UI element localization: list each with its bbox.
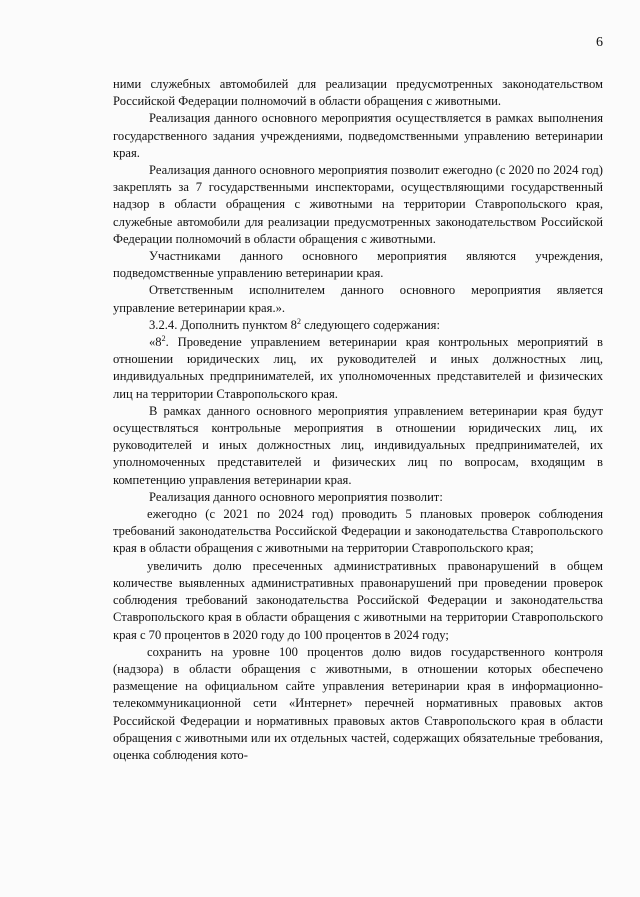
paragraph: Реализация данного основного мероприятия позволит:	[149, 489, 443, 504]
list-item: сохранить на уровне 100 процентов долю видов государственного контроля (надзора) в области обращения с животными, в отношении которых обеспечено размещение на официальном сайте управления ветеринарии края в информационно-телекоммуникационной сети «Интернет» перечней нормативных правовых актов Российской Федерации и нормативных правовых актов Ставропольского края в области обращения с животными или их отдельных частей, содержащих обязательные требования, оценка соблюдения кото-	[113, 644, 603, 762]
new-item-text: . Проведение управлением ветеринарии края контрольных мероприятий в отношении юридических лиц, их руководителей и иных должностных лиц, индивидуальных предпринимателей, их уполномоченных представителей и физических лиц на территории Ставропольского края.	[113, 335, 603, 401]
paragraph: Ответственным исполнителем данного основного мероприятия является управление ветеринарии края.».	[113, 283, 603, 315]
amendment-suffix: следующего содержания:	[300, 317, 440, 332]
paragraph: В рамках данного основного мероприятия управлением ветеринарии края будут осуществляться контрольные мероприятия в отношении юридических лиц, их руководителей и иных должностных лиц, индивидуальных предпринимателей, их уполномоченных представителей и физических лиц по вопросам, входящим в компетенцию управления ветеринарии края.	[113, 403, 603, 487]
document-body	[113, 76, 603, 764]
paragraph: ними служебных автомобилей для реализации предусмотренных законодательством Российской Федерации полномочий в области обращения с животными.	[113, 77, 603, 109]
paragraph: Реализация данного основного мероприятия осуществляется в рамках выполнения государственного задания учреждениями, подведомственными управлению ветеринарии края.	[113, 111, 603, 160]
list-item: ежегодно (с 2021 по 2024 год) проводить 5 плановых проверок соблюдения требований законодательства Российской Федерации и законодательства Ставропольского края в области обращения с животными на территории Ставропольского края;	[113, 507, 603, 556]
list-item: увеличить долю пресеченных административных правонарушений в общем количестве выявленных административных правонарушений при проведении проверок соблюдения требований законодательства Российской Федерации и законодательства Ставропольского края в области обращения с животными на территории Ставропольского края с 70 процентов в 2020 году до 100 процентов в 2024 году;	[113, 558, 603, 642]
new-item-paragraph	[113, 334, 603, 403]
new-item-prefix: «8	[149, 335, 162, 350]
paragraph: Участниками данного основного мероприятия являются учреждения, подведомственные управлению ветеринарии края.	[113, 249, 603, 281]
page-number: 6	[596, 35, 603, 50]
amendment-prefix: 3.2.4. Дополнить пунктом 8	[149, 317, 297, 332]
amendment-instruction	[113, 317, 603, 334]
amendment-superscript: 2	[296, 316, 301, 326]
new-item-superscript: 2	[161, 333, 166, 343]
paragraph: Реализация данного основного мероприятия позволит ежегодно (с 2020 по 2024 год) закреплять за 7 государственными инспекторами, осуществляющими государственный надзор в области обращения с животными на территории Ставропольского края, служебные автомобили для реализации предусмотренных законодательством Российской Федерации полномочий в области обращения с животными.	[113, 163, 603, 246]
